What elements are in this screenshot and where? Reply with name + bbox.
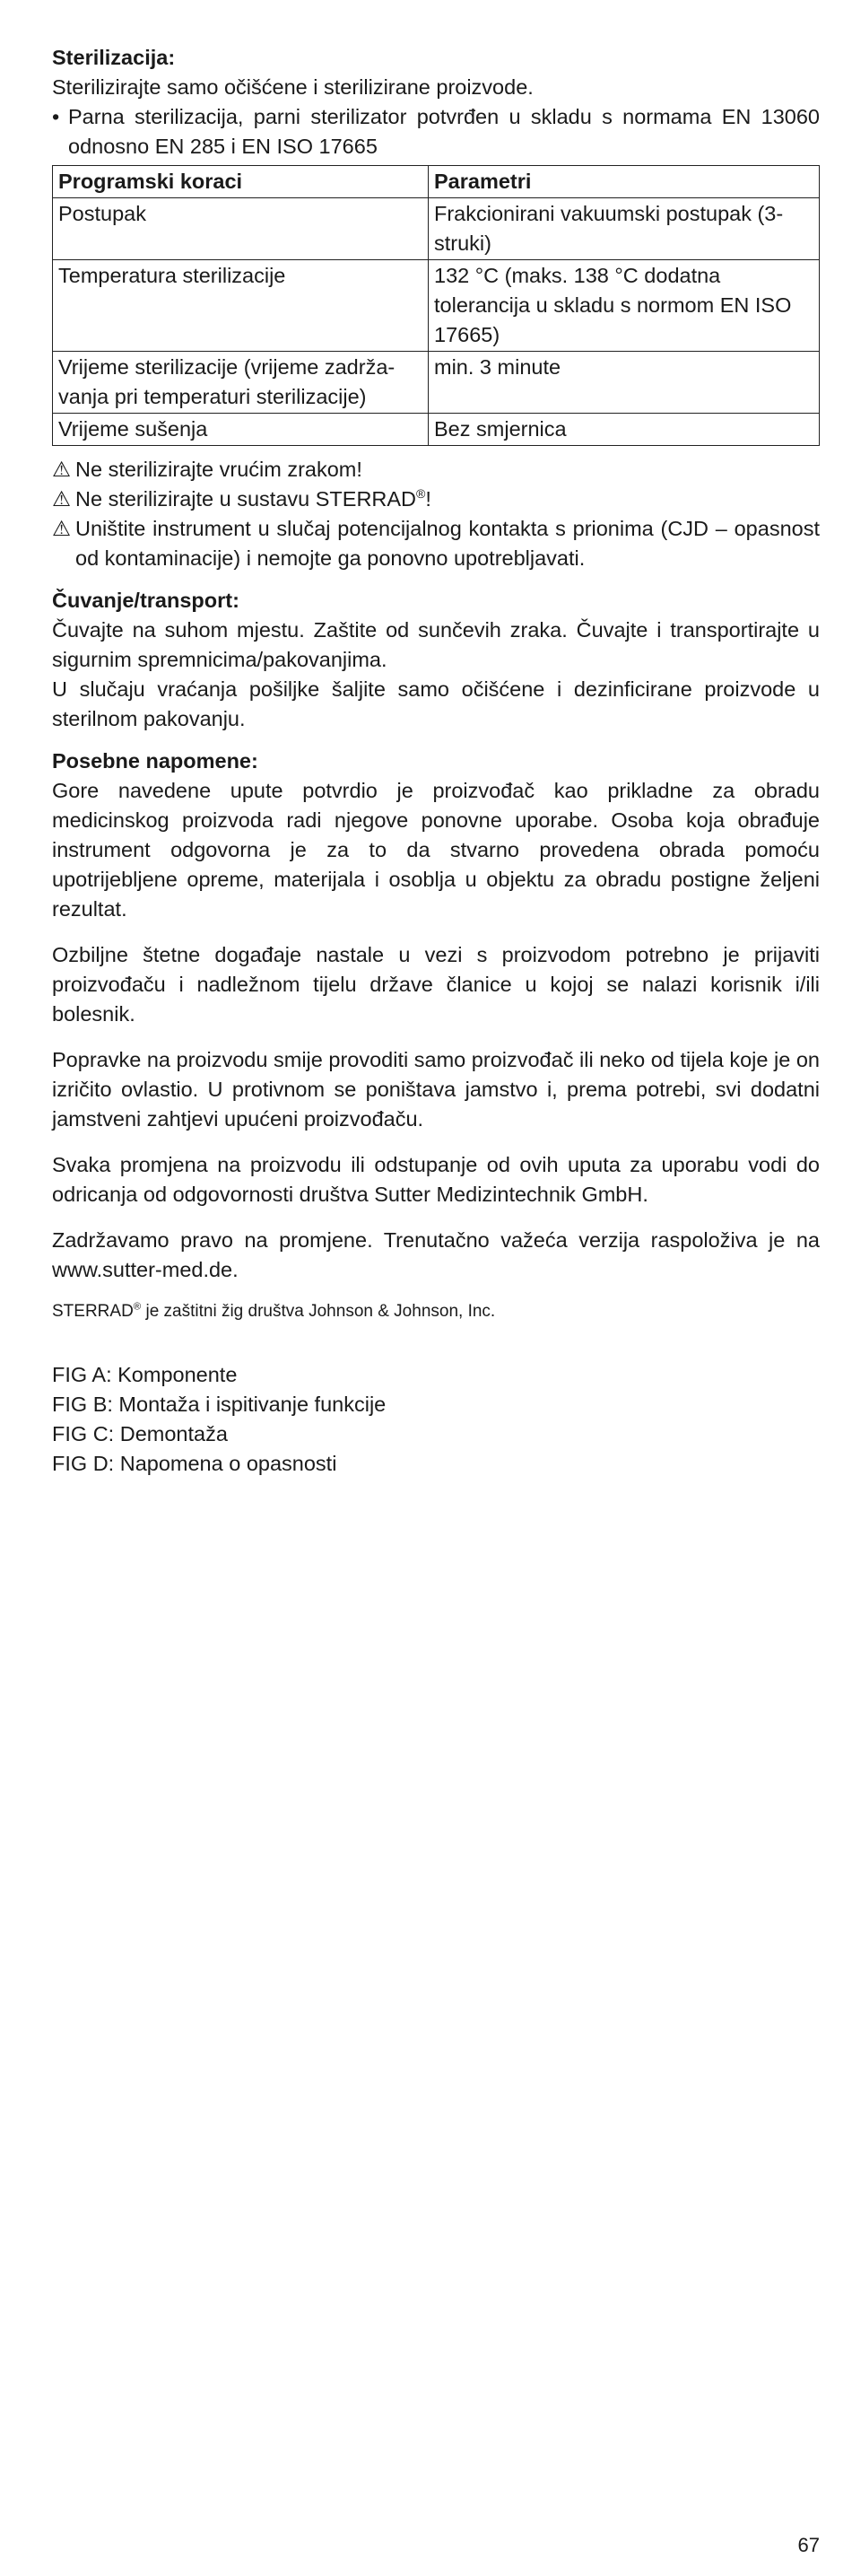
registered-mark: ® [416, 486, 426, 502]
warning-hot-air [52, 455, 820, 485]
figure-caption-d: FIG D: Napomena o opasnosti [52, 1452, 337, 1475]
table-cell: Vrijeme sterilizacije (vrijeme zadrža-vanja pri temperaturi sterilizacije) [53, 352, 429, 414]
trademark-note [52, 1299, 820, 1324]
warning-triangle-icon: ⚠ [52, 458, 72, 481]
figure-caption-c: FIG C: Demontaža [52, 1422, 228, 1445]
table-cell: min. 3 minute [429, 352, 820, 414]
table-cell: Temperatura sterilizacije [53, 260, 429, 352]
table-row [53, 414, 820, 446]
registered-mark: ® [133, 1301, 142, 1313]
figure-caption-a: FIG A: Komponente [52, 1363, 238, 1386]
storage-return-paragraph: U slučaju vraćanja pošiljke šaljite samo očišćene i dezinficirane proizvode u sterilnom pakovanju. [52, 677, 820, 730]
warning-text-main: Ne sterilizirajte u sustavu STERRAD [75, 487, 417, 511]
warning-text: Uništite instrument u slučaj potencijalnog kontakta s prionima (CJD – opasnost od kontaminacije) i nemojte ga ponovno upotrebljavati. [75, 517, 820, 570]
column-header-parameters: Parametri [429, 166, 820, 198]
table-row [53, 198, 820, 260]
sterilization-parameters-table [52, 165, 820, 446]
steam-sterilization-bullet [52, 102, 820, 162]
notes-paragraph: Gore navedene upute potvrdio je proizvođač kao prikladne za obradu medicinskog proizvoda radi njegove ponovne uporabe. Osoba koja obrađuje instrument odgovorna je za to da stvarno provedena obrada pomoću upotrijebljene opreme, materijala i osoblja u objektu za obradu postigne željeni rezultat. [52, 779, 820, 921]
table-row [53, 260, 820, 352]
notes-paragraph: Popravke na proizvodu smije provoditi samo proizvođač ili neko od tijela koje je on izričito ovlastio. U protivnom se poništava jamstvo i, prema potrebi, svi dodatni jamstveni zahtjevi upućeni proizvođaču. [52, 1048, 820, 1131]
warning-triangle-icon: ⚠ [52, 487, 72, 511]
sterilization-section [52, 43, 820, 573]
sterilization-intro: Sterilizirajte samo očišćene i sterilizirane proizvode. [52, 75, 534, 99]
figure-caption-b: FIG B: Montaža i ispitivanje funkcije [52, 1393, 387, 1416]
notes-heading: Posebne napomene: [52, 749, 258, 773]
figure-list [52, 1360, 820, 1479]
table-header-row [53, 166, 820, 198]
trademark-text: je zaštitni žig društva Johnson & Johnson, Inc. [141, 1302, 496, 1321]
notes-section [52, 747, 820, 1324]
table-cell: Frakcionirani vakuumski postupak (3-struki) [429, 198, 820, 260]
warning-prions [52, 514, 820, 573]
warning-text [75, 485, 820, 514]
warning-text: Ne sterilizirajte vrućim zrakom! [75, 458, 362, 481]
table-cell: Bez smjernica [429, 414, 820, 446]
notes-paragraph: Svaka promjena na proizvodu ili odstupanje od ovih uputa za uporabu vodi do odricanja od odgovornosti društva Sutter Medizintechnik GmbH. [52, 1153, 820, 1206]
notes-paragraph: Ozbiljne štetne događaje nastale u vezi s proizvodom potrebno je prijaviti proizvođaču i nadležnom tijelu države članice u kojoj se nalazi korisnik i/ili bolesnik. [52, 943, 820, 1026]
table-cell: 132 °C (maks. 138 °C dodatna tolerancija u skladu s normom EN ISO 17665) [429, 260, 820, 352]
sterilization-heading: Sterilizacija: [52, 46, 176, 69]
storage-paragraph: Čuvajte na suhom mjestu. Zaštite od sunčevih zraka. Čuvajte i transportirajte u sigurnim spremnicima/pakovanjima. [52, 618, 820, 671]
notes-paragraph: Zadržavamo pravo na promjene. Trenutačno važeća verzija raspoloživa je na www.sutter-med.de. [52, 1228, 820, 1281]
trademark-name: STERRAD [52, 1302, 134, 1321]
table-cell: Vrijeme sušenja [53, 414, 429, 446]
warning-triangle-icon: ⚠ [52, 517, 72, 540]
column-header-steps: Programski koraci [53, 166, 429, 198]
warning-sterrad [52, 485, 820, 514]
document-page [52, 43, 820, 1479]
page-number: 67 [797, 2534, 820, 2556]
warning-text-suffix: ! [425, 487, 431, 511]
table-row [53, 352, 820, 414]
bullet-mark: • [52, 105, 60, 128]
table-cell: Postupak [53, 198, 429, 260]
bullet-text: Parna sterilizacija, parni sterilizator potvrđen u skladu s normama EN 13060 odnosno EN 285 i EN ISO 17665 [68, 105, 820, 158]
storage-section [52, 586, 820, 734]
storage-heading: Čuvanje/transport: [52, 589, 239, 612]
